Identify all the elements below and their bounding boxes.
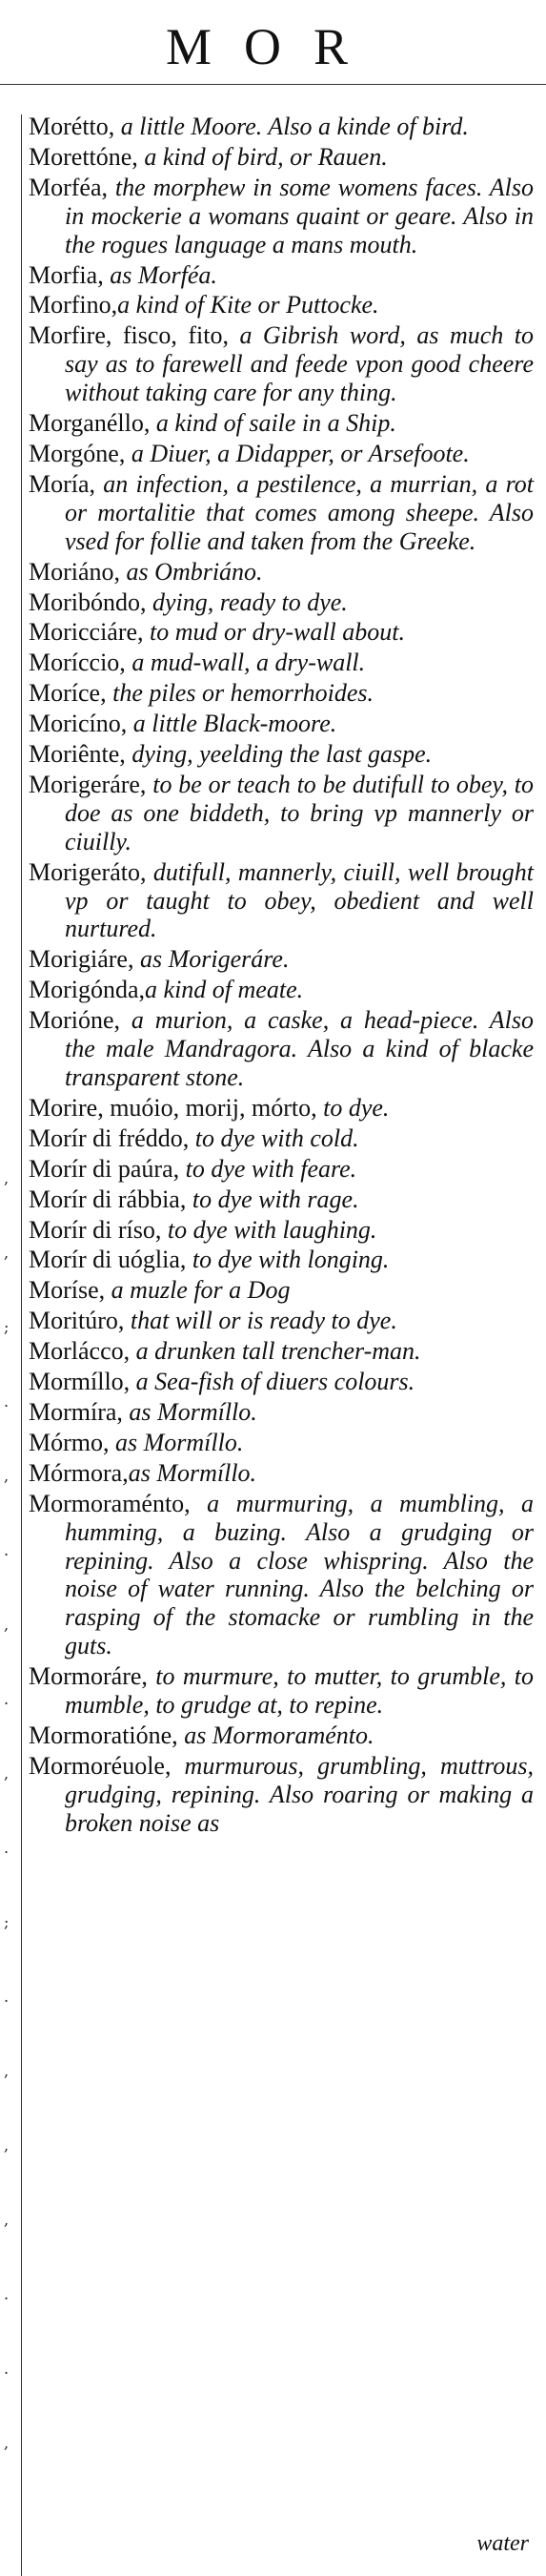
dictionary-entry (29, 976, 534, 1004)
dictionary-entry (29, 1094, 534, 1123)
margin-mark: , (4, 1169, 10, 1187)
dictionary-entry (29, 1216, 534, 1245)
dictionary-entry (29, 1459, 534, 1488)
dictionary-entry (29, 1752, 534, 1838)
entry-definition: to dye with rage. (186, 1185, 359, 1213)
entry-headword: Morír di paúra, (29, 1154, 180, 1183)
entry-headword: Moría, (29, 469, 96, 498)
entry-definition: a kind of meate. (145, 976, 304, 1004)
entry-headword: Morigónda, (29, 976, 146, 1004)
entry-headword: Morgóne, (29, 439, 126, 467)
entry-definition: to be or teach to be dutifull to obey, to doe as one biddeth, to bring vp mannerly or ciuilly. (65, 770, 534, 855)
entry-headword: Morféa, (29, 173, 109, 201)
margin-mark: . (4, 1839, 10, 1857)
entry-definition: to dye with longing. (186, 1246, 390, 1274)
margin-mark: . (4, 1690, 10, 1708)
dictionary-entry (29, 174, 534, 259)
margin-mark: . (4, 1541, 10, 1559)
entry-headword: Morír di ríso, (29, 1215, 162, 1244)
dictionary-entry (29, 740, 534, 769)
margin-mark: . (4, 2360, 10, 2378)
entry-definition: a Diuer, a Didapper, or Arsefoote. (125, 439, 470, 467)
entry-headword: Morír di uóglia, (29, 1246, 187, 1274)
dictionary-entry (29, 649, 534, 677)
catchword: water (476, 2531, 529, 2556)
left-margin-marks (0, 84, 21, 2576)
entry-definition: the piles or hemorrhoides. (106, 679, 374, 708)
dictionary-entry (29, 1307, 534, 1335)
margin-mark: . (4, 2285, 10, 2303)
dictionary-entry (29, 261, 534, 290)
dictionary-entry (29, 409, 534, 438)
dictionary-entry (29, 858, 534, 944)
entry-definition: a drunken tall trencher-man. (130, 1337, 421, 1366)
dictionary-entry (29, 588, 534, 617)
margin-mark: ; (4, 1913, 10, 1931)
dictionary-entry (29, 1337, 534, 1366)
dictionary-entry (29, 1490, 534, 1660)
entry-headword: Morlácco, (29, 1337, 131, 1366)
entry-headword: Moríccio, (29, 649, 126, 677)
dictionary-entry (29, 558, 534, 587)
margin-mark: , (4, 2136, 10, 2154)
entry-headword: Moribóndo, (29, 587, 147, 616)
entry-headword: Mormoráre, (29, 1662, 148, 1691)
entry-definition: dutifull, mannerly, ciuill, well brought vp or taught to obey, obedient and well nurtured. (65, 857, 534, 943)
entry-headword: Moricciáre, (29, 618, 144, 647)
entry-headword: Mormíra, (29, 1397, 123, 1426)
page-title: MOR (165, 18, 381, 75)
entry-definition: to dye with feare. (179, 1154, 357, 1183)
dictionary-entry (29, 618, 534, 647)
entry-definition: a muzle for a Dog (105, 1276, 291, 1305)
entry-definition: murmurous, grumbling, muttrous, grudging, repining. Also roaring or making a broken noise as (65, 1751, 534, 1837)
entry-definition: as Ombriáno. (120, 557, 263, 586)
dictionary-entry (29, 1429, 534, 1457)
margin-mark: . (4, 1392, 10, 1411)
margin-mark: . (4, 1988, 10, 2006)
entry-definition: that will or is ready to dye. (124, 1307, 397, 1335)
entry-headword: Morír di rábbia, (29, 1185, 187, 1213)
dictionary-entry (29, 113, 534, 141)
entry-headword: Moritúro, (29, 1307, 125, 1335)
entry-headword: Morfino, (29, 291, 118, 319)
entry-headword: Morfia, (29, 260, 104, 289)
entry-definition: to dye. (316, 1093, 390, 1122)
entry-definition: as Mormíllo. (122, 1397, 257, 1426)
entry-definition: as Mormoraménto. (177, 1721, 374, 1749)
entry-headword: Moriáno, (29, 557, 121, 586)
dictionary-entry (29, 143, 534, 172)
entry-headword: Moríce, (29, 679, 107, 708)
dictionary-entry (29, 470, 534, 556)
dictionary-entry (29, 771, 534, 856)
entry-definition: as Mormíllo. (128, 1458, 257, 1487)
entry-definition: a murmuring, a mumbling, a humming, a buzing. Also a grudging or repining. Also a close whispring. Also the noise of water running. Also the belching or rasping of the stomacke or rumbling in the guts. (65, 1489, 534, 1660)
entry-headword: Mórmo, (29, 1428, 110, 1456)
entry-definition: a mud-wall, a dry-wall. (125, 649, 366, 677)
entry-definition: a little Black-moore. (127, 710, 337, 738)
dictionary-entry (29, 1246, 534, 1274)
entry-definition: as Mormíllo. (109, 1428, 244, 1456)
entry-definition: a little Moore. Also a kinde of bird. (114, 113, 469, 140)
entry-definition: a Sea-fish of diuers colours. (130, 1368, 415, 1396)
entry-headword: Morire, muóio, morij, mórto, (29, 1093, 317, 1122)
entry-headword: Morettóne, (29, 142, 138, 171)
entry-headword: Morétto, (29, 113, 115, 140)
margin-mark: , (4, 2211, 10, 2229)
entry-definition: as Morigeráre. (133, 945, 290, 974)
entry-definition: the morphew in some womens faces. Also in mockerie a womans quaint or geare. Also in the rogues language a mans mouth. (65, 173, 534, 258)
entry-headword: Mormoréuole, (29, 1751, 172, 1780)
entry-headword: Moriênte, (29, 740, 126, 769)
entry-definition: dying, ready to dye. (146, 587, 348, 616)
column-rule (21, 114, 22, 2576)
dictionary-entry (29, 1662, 534, 1720)
entry-definition: a kind of Kite or Puttocke. (117, 291, 379, 319)
dictionary-entry (29, 1276, 534, 1305)
entry-headword: Morióne, (29, 1006, 121, 1035)
entry-definition: as Morféa. (103, 260, 217, 289)
entry-definition: to dye with cold. (189, 1123, 359, 1152)
entry-headword: Mormoratióne, (29, 1721, 178, 1749)
entry-headword: Moríse, (29, 1276, 106, 1305)
dictionary-column (29, 113, 534, 1840)
entry-headword: Mormíllo, (29, 1368, 131, 1396)
entry-headword: Morigeráto, (29, 857, 147, 886)
entry-headword: Morigeráre, (29, 770, 147, 798)
entry-headword: Morigiáre, (29, 945, 134, 974)
entry-definition: dying, yeelding the last gaspe. (125, 740, 433, 769)
entry-headword: Mórmora, (29, 1458, 129, 1487)
dictionary-entry (29, 1721, 534, 1750)
dictionary-entry (29, 291, 534, 319)
dictionary-entry (29, 1185, 534, 1214)
margin-mark: , (4, 1616, 10, 1634)
dictionary-entry (29, 679, 534, 708)
entry-definition: a kind of bird, or Rauen. (137, 142, 388, 171)
dictionary-entry (29, 1368, 534, 1396)
margin-mark: , (4, 1467, 10, 1485)
entry-definition: to murmure, to mutter, to grumble, to mumble, to grudge at, to repine. (65, 1662, 534, 1720)
entry-headword: Mormoraménto, (29, 1489, 191, 1517)
dictionary-entry (29, 1006, 534, 1092)
margin-mark: , (4, 2434, 10, 2452)
entry-definition: a murion, a caske, a head-piece. Also the male Mandragora. Also a kind of blacke transparent stone. (65, 1006, 534, 1091)
entry-definition: an infection, a pestilence, a murrian, a rot or mortalitie that comes among sheepe. Also vsed for follie and taken from the Greeke. (65, 469, 534, 555)
entry-headword: Morganéllo, (29, 409, 151, 438)
entry-definition: to dye with laughing. (161, 1215, 377, 1244)
page-header (0, 0, 546, 85)
margin-mark: , (4, 1764, 10, 1783)
entry-definition: a Gibrish word, as much to say as to farewell and feede vpon good cheere without taking care for any thing. (65, 321, 534, 407)
margin-mark: ; (4, 1318, 10, 1336)
dictionary-entry (29, 945, 534, 974)
entry-headword: Moricíno, (29, 710, 128, 738)
dictionary-entry (29, 1155, 534, 1184)
dictionary-entry (29, 710, 534, 738)
dictionary-entry (29, 440, 534, 468)
dictionary-entry (29, 1124, 534, 1153)
dictionary-entry (29, 1398, 534, 1427)
entry-headword: Morír di fréddo, (29, 1123, 190, 1152)
entry-definition: a kind of saile in a Ship. (150, 409, 396, 438)
entry-definition: to mud or dry-wall about. (143, 618, 405, 647)
dictionary-entry (29, 321, 534, 407)
margin-mark: , (4, 1244, 10, 1262)
margin-mark: , (4, 2062, 10, 2080)
entry-headword: Morfire, fisco, fito, (29, 321, 229, 350)
